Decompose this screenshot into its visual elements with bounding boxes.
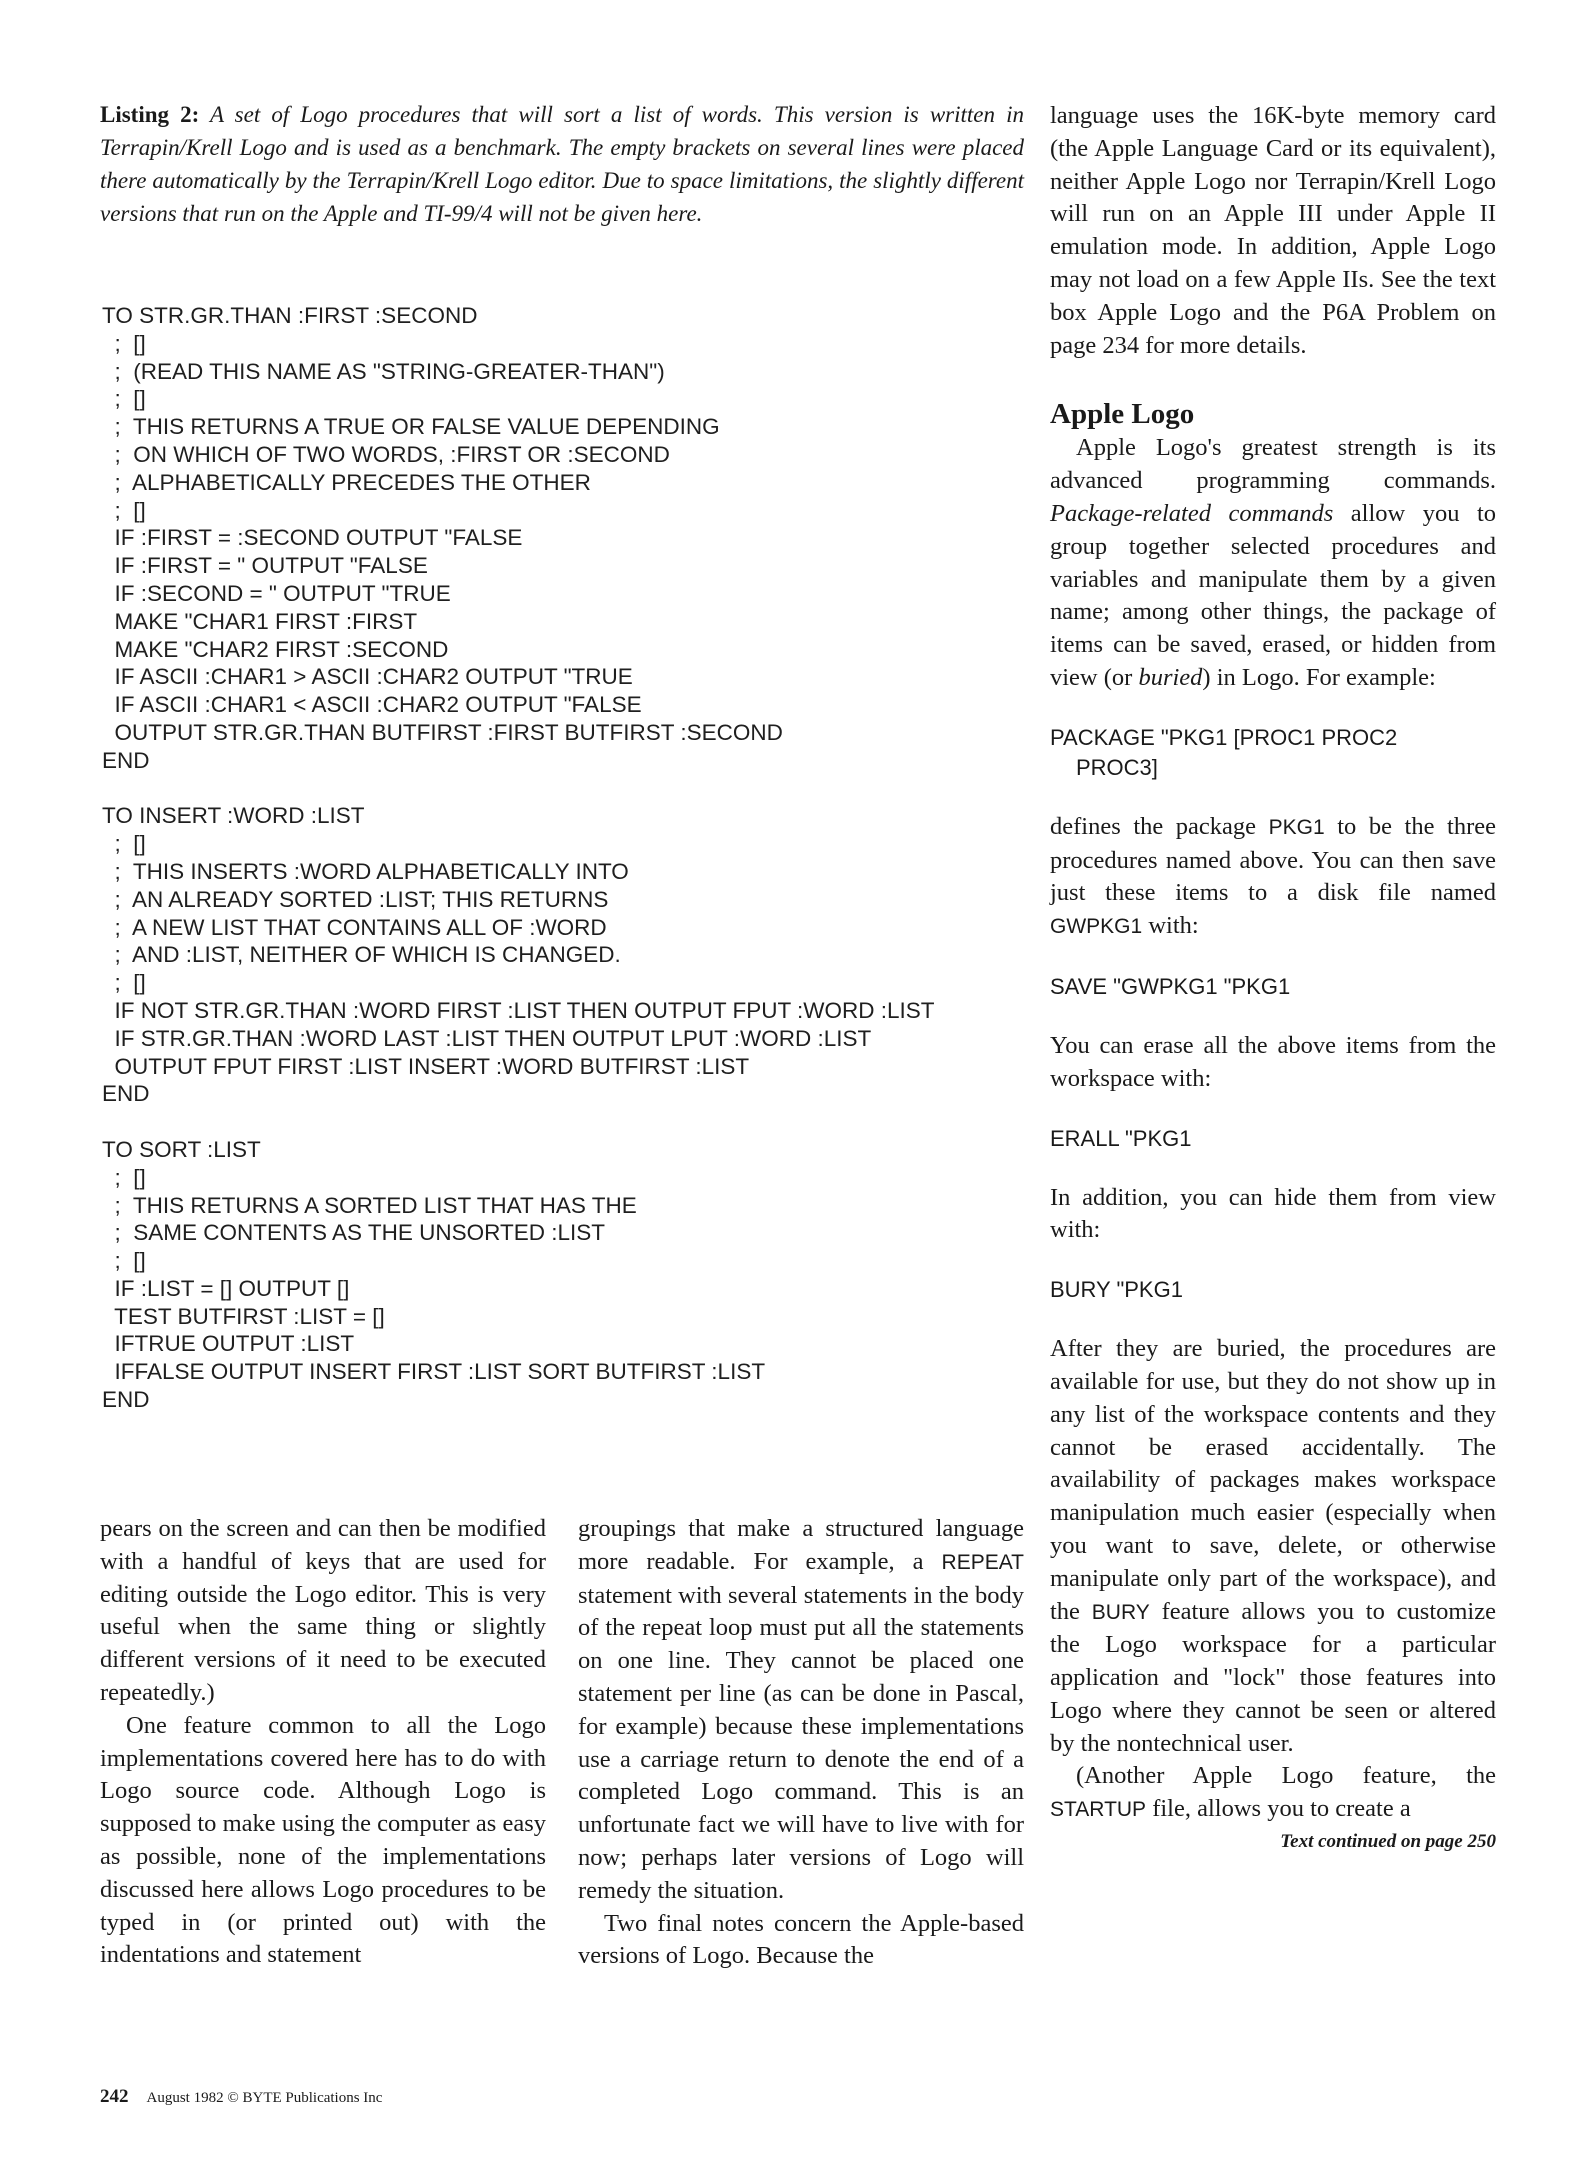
right-p2-text-a: Apple Logo's greatest strength is its advanced programming commands.: [1050, 434, 1496, 495]
code-line: IF STR.GR.THAN :WORD LAST :LIST THEN OUTPUT LPUT :WORD :LIST: [102, 1025, 872, 1051]
code-line: ; SAME CONTENTS AS THE UNSORTED :LIST: [102, 1220, 606, 1246]
middle-p1-text-a: groupings that make a structured language more readable. For example, a: [578, 1515, 1024, 1575]
buried-emphasis: buried: [1138, 663, 1203, 691]
code-line: ; (READ THIS NAME AS "STRING-GREATER-THAN"): [102, 358, 665, 384]
right-paragraph-3: [1050, 811, 1496, 944]
code-line: ; []: [102, 497, 146, 523]
package-emphasis: Package-related commands: [1050, 499, 1334, 527]
code-line: IFTRUE OUTPUT :LIST: [102, 1331, 355, 1357]
code-line: IF ASCII :CHAR1 < ASCII :CHAR2 OUTPUT "FALSE: [102, 692, 642, 718]
right-p2-text-b: allow you to group together selected procedures and variables and manipulate them by a given name; among other things, the package of items can be saved, erased, or hidden from view (or: [1050, 499, 1496, 691]
middle-paragraph-2: Two final notes concern the Apple-based versions of Logo. Because the: [578, 1909, 1024, 1970]
code-line: TO INSERT :WORD :LIST: [102, 803, 365, 829]
code-line: ; []: [102, 1164, 146, 1190]
package-code-line-2: PROC3]: [1076, 754, 1158, 780]
section-heading: Apple Logo: [1050, 398, 1195, 431]
code-line: MAKE "CHAR2 FIRST :SECOND: [102, 636, 449, 662]
code-line: IF :LIST = [] OUTPUT []: [102, 1275, 350, 1301]
startup-keyword: STARTUP: [1050, 1798, 1147, 1822]
code-line: OUTPUT FPUT FIRST :LIST INSERT :WORD BUTFIRST :LIST: [102, 1053, 750, 1079]
right-p7-text-b: file, allows you to create a: [1146, 1795, 1411, 1823]
pkg1-keyword: PKG1: [1268, 815, 1325, 839]
package-code-line-1: PACKAGE "PKG1 [PROC1 PROC2: [1050, 724, 1398, 750]
right-p3-text-b: to be the three procedures named above. You can then save just these items to a disk file named: [1050, 812, 1496, 907]
code-line: OUTPUT STR.GR.THAN BUTFIRST :FIRST BUTFIRST :SECOND: [102, 719, 783, 745]
middle-p1-text-b: statement with several statements in the body of the repeat loop must put all the statements on one line. They cannot be placed one statement per line (as can be done in Pascal, for example) because these implementations use a carriage return to denote the end of a completed Logo command. This is an unfortunate fact we will have to live with for now; perhaps later versions of Logo will remedy the situation.: [578, 1581, 1024, 1904]
listing-caption: [100, 98, 1024, 230]
right-p6-text-b: feature allows you to customize the Logo workspace for a particular application and "lock" those features into Logo where they cannot be seen or altered by the nontechnical user.: [1050, 1597, 1496, 1757]
code-line: ; THIS RETURNS A SORTED LIST THAT HAS THE: [102, 1192, 637, 1218]
page-number: 242: [100, 2086, 129, 2107]
right-p7-text-a: (Another Apple Logo feature, the: [1076, 1762, 1496, 1790]
left-paragraph-1: pears on the screen and can then be modified with a handful of keys that are used for editing outside the Logo editor. This is very useful when the same thing or slightly different versions of it need to be executed repeatedly.): [100, 1515, 546, 1706]
code-line: ; THIS RETURNS A TRUE OR FALSE VALUE DEPENDING: [102, 414, 720, 440]
procedure-sort: [102, 1136, 1042, 1414]
code-line: ; A NEW LIST THAT CONTAINS ALL OF :WORD: [102, 914, 607, 940]
page-footer: [100, 2086, 382, 2109]
code-line: IF ASCII :CHAR1 > ASCII :CHAR2 OUTPUT "TRUE: [102, 664, 633, 690]
listing-label: Listing 2:: [100, 102, 200, 127]
procedure-str-gr-than: [102, 302, 1042, 775]
erall-code-example: ERALL "PKG1: [1050, 1125, 1192, 1151]
code-line: IF NOT STR.GR.THAN :WORD FIRST :LIST THEN OUTPUT FPUT :WORD :LIST: [102, 997, 935, 1023]
bury-code-example: BURY "PKG1: [1050, 1277, 1183, 1303]
middle-column: [578, 1513, 1024, 1973]
code-line: ; []: [102, 330, 146, 356]
continued-note: Text continued on page 250: [1280, 1831, 1496, 1853]
code-line: IF :FIRST = :SECOND OUTPUT "FALSE: [102, 525, 523, 551]
listing-spacer: [102, 775, 1042, 803]
save-code-example: SAVE "GWPKG1 "PKG1: [1050, 973, 1291, 999]
code-line: MAKE "CHAR1 FIRST :FIRST: [102, 608, 418, 634]
package-code-example: [1050, 723, 1496, 783]
listing-spacer: [102, 1108, 1042, 1136]
right-column: [1050, 100, 1496, 1855]
right-p3-text-a: defines the package: [1050, 812, 1269, 840]
code-line: END: [102, 1081, 150, 1107]
right-paragraph-4: You can erase all the above items from the workspace with:: [1050, 1031, 1496, 1092]
code-line: ; []: [102, 831, 146, 857]
left-paragraph-2: One feature common to all the Logo implementations covered here has to do with Logo source code. Although Logo is supposed to make using the computer as easy as possible, none of the implementations discussed here allows Logo procedures to be typed in (or printed out) with the indentations and statement: [100, 1711, 546, 1969]
code-line: IF :FIRST = " OUTPUT "FALSE: [102, 553, 428, 579]
code-line: ; AN ALREADY SORTED :LIST; THIS RETURNS: [102, 886, 609, 912]
right-p3-text-c: with:: [1142, 912, 1199, 940]
code-line: ; []: [102, 970, 146, 996]
middle-paragraph-1: [578, 1513, 1024, 1908]
code-line: ; []: [102, 386, 146, 412]
code-line: TEST BUTFIRST :LIST = []: [102, 1303, 385, 1329]
right-paragraph-2: [1050, 432, 1496, 694]
procedure-insert: [102, 802, 1042, 1108]
code-line: END: [102, 1387, 150, 1413]
left-column: [100, 1513, 546, 1972]
right-paragraph-7: [1050, 1760, 1496, 1827]
code-line: TO STR.GR.THAN :FIRST :SECOND: [102, 303, 478, 328]
code-line: ; THIS INSERTS :WORD ALPHABETICALLY INTO: [102, 858, 629, 884]
repeat-keyword: REPEAT: [941, 1550, 1024, 1574]
right-paragraph-1: language uses the 16K-byte memory card (the Apple Language Card or its equivalent), neither Apple Logo nor Terrapin/Krell Logo will run on an Apple III under Apple II emulation mode. In addition, Apple Logo may not load on a few Apple IIs. See the text box Apple Logo and the P6A Problem on page 234 for more details.: [1050, 102, 1496, 359]
code-line: ; AND :LIST, NEITHER OF WHICH IS CHANGED.: [102, 942, 621, 968]
right-paragraph-5: In addition, you can hide them from view with:: [1050, 1183, 1496, 1244]
code-line: ; []: [102, 1248, 146, 1274]
code-line: TO SORT :LIST: [102, 1136, 261, 1162]
right-paragraph-6: [1050, 1333, 1496, 1760]
code-line: IFFALSE OUTPUT INSERT FIRST :LIST SORT BUTFIRST :LIST: [102, 1359, 766, 1385]
right-p6-text-a: After they are buried, the procedures are available for use, but they do not show up in any list of the workspace contents and they cannot be erased accidentally. The availability of packages makes workspace manipulation much easier (especially when you want to save, delete, or otherwise manipulate only part of the workspace), and the: [1050, 1335, 1496, 1625]
code-line: ; ON WHICH OF TWO WORDS, :FIRST OR :SECOND: [102, 441, 670, 467]
listing-caption-text: A set of Logo procedures that will sort a list of words. This version is written in Terrapin/Krell Logo and is used as a benchmark. The empty brackets on several lines were placed there automatically by the Terrapin/Krell Logo editor. Due to space limitations, the slightly different versions that run on the Apple and TI-99/4 will not be given here.: [100, 102, 1024, 226]
gwpkg1-keyword: GWPKG1: [1050, 915, 1143, 939]
code-line: IF :SECOND = " OUTPUT "TRUE: [102, 580, 451, 606]
code-listing: [102, 302, 1042, 1414]
code-line: ; ALPHABETICALLY PRECEDES THE OTHER: [102, 469, 591, 495]
right-p2-text-c: ) in Logo. For example:: [1202, 663, 1436, 691]
publication-line: August 1982 © BYTE Publications Inc: [146, 2090, 383, 2106]
code-line: END: [102, 747, 150, 773]
bury-keyword: BURY: [1091, 1600, 1150, 1624]
